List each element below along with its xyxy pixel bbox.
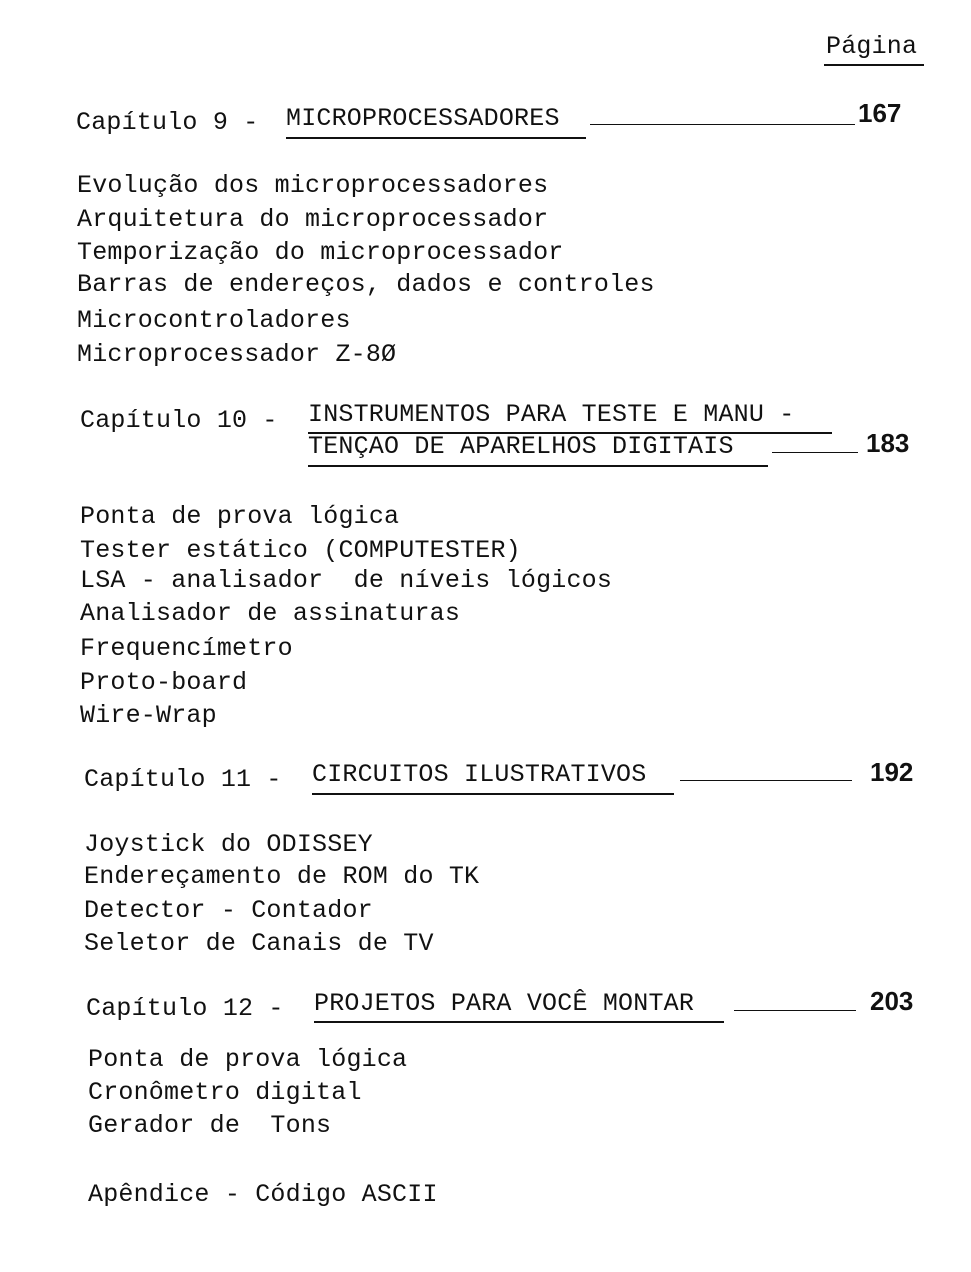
chapter-11-title: CIRCUITOS ILUSTRATIVOS xyxy=(312,760,647,789)
chapter-9-item: Microprocessador Z-8Ø xyxy=(77,340,397,369)
chapter-10-item: Frequencímetro xyxy=(80,634,293,663)
chapter-11-prefix: Capítulo 11 - xyxy=(84,765,297,794)
chapter-9-item: Temporização do microprocessador xyxy=(77,238,564,267)
pagina-label: Página xyxy=(826,32,918,61)
chapter-9-item: Barras de endereços, dados e controles xyxy=(77,270,655,299)
chapter-10-item: Proto-board xyxy=(80,668,248,697)
chapter-9-title: MICROPROCESSADORES xyxy=(286,104,560,133)
chapter-10-item: Wire-Wrap xyxy=(80,701,217,730)
chapter-9-leader xyxy=(590,124,855,125)
chapter-10-page: 183 xyxy=(866,428,910,458)
chapter-11-underline xyxy=(312,793,674,795)
chapter-10-item: LSA - analisador de níveis lógicos xyxy=(80,566,613,595)
chapter-12-item: Cronômetro digital xyxy=(88,1078,362,1107)
chapter-11-item: Detector - Contador xyxy=(84,896,373,925)
chapter-12-underline xyxy=(314,1021,724,1023)
chapter-9-prefix: Capítulo 9 - xyxy=(76,108,274,137)
chapter-9-item: Arquitetura do microprocessador xyxy=(77,205,549,234)
chapter-10-underline-2 xyxy=(308,465,768,467)
chapter-12-prefix: Capítulo 12 - xyxy=(86,994,299,1023)
chapter-10-leader xyxy=(772,452,858,453)
chapter-12-leader xyxy=(734,1010,856,1011)
chapter-11-page: 192 xyxy=(870,757,914,787)
chapter-9-underline xyxy=(286,137,586,139)
chapter-12-page: 203 xyxy=(870,986,914,1016)
chapter-9-item: Evolução dos microprocessadores xyxy=(77,171,549,200)
chapter-11-item: Joystick do ODISSEY xyxy=(84,830,373,859)
chapter-9-page: 167 xyxy=(858,98,902,128)
chapter-10-item: Analisador de assinaturas xyxy=(80,599,461,628)
chapter-10-item: Ponta de prova lógica xyxy=(80,502,400,531)
chapter-10-item: Tester estático (COMPUTESTER) xyxy=(80,536,521,565)
pagina-underline xyxy=(824,64,924,66)
chapter-11-leader xyxy=(680,780,852,781)
appendix-entry: Apêndice - Código ASCII xyxy=(88,1180,438,1209)
chapter-10-title-line1: INSTRUMENTOS PARA TESTE E MANU - xyxy=(308,400,795,429)
chapter-10-prefix: Capítulo 10 - xyxy=(80,406,293,435)
chapter-12-item: Gerador de Tons xyxy=(88,1111,332,1140)
chapter-11-item: Endereçamento de ROM do TK xyxy=(84,862,480,891)
chapter-12-title: PROJETOS PARA VOCÊ MONTAR xyxy=(314,989,695,1018)
chapter-10-title-line2: TENÇAO DE APARELHOS DIGITAIS xyxy=(308,432,734,461)
chapter-12-item: Ponta de prova lógica xyxy=(88,1045,408,1074)
chapter-9-item: Microcontroladores xyxy=(77,306,351,335)
chapter-11-item: Seletor de Canais de TV xyxy=(84,929,434,958)
